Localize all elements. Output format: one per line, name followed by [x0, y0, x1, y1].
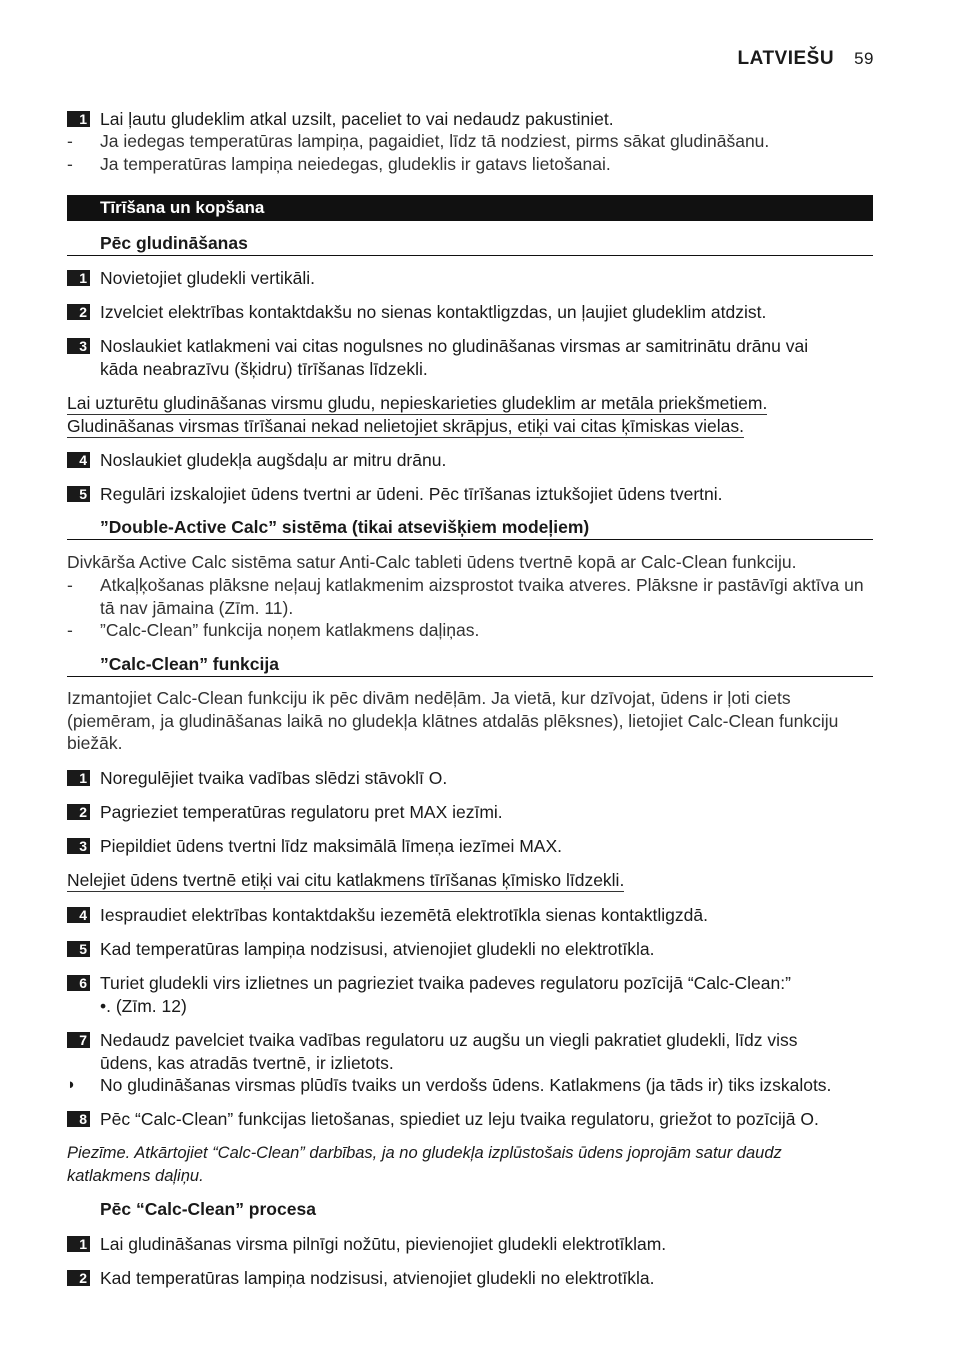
- page-number: 59: [854, 49, 874, 68]
- section-title: Tīrīšana un kopšana: [67, 195, 873, 221]
- step-number: 4: [67, 452, 90, 468]
- step-number: 2: [67, 304, 90, 320]
- calc-clean-step-6: [67, 972, 906, 1017]
- bullet-text: tā nav jāmaina (Zīm. 11).: [100, 597, 294, 618]
- calc-clean-step-8: [67, 1108, 906, 1131]
- step-number: 2: [67, 1270, 90, 1286]
- after-calc-step-2: [67, 1267, 906, 1290]
- warning-text: Gludināšanas virsmas tīrīšanai nekad nelietojiet skrāpjus, etiķi vai citas ķīmiskas vielas.: [67, 416, 744, 436]
- step-number: 1: [67, 111, 90, 127]
- calc-clean-step-4: [67, 904, 906, 927]
- intro-bullet-1: [67, 130, 906, 153]
- step-text: Noslaukiet katlakmeni vai citas nogulsnes no gludināšanas virsmas ar samitrinātu drānu vai: [100, 336, 809, 356]
- language-label: LATVIEŠU: [737, 48, 835, 69]
- warning-text: Nelejiet ūdens tvertnē etiķi vai citu katlakmens tīrīšanas ķīmisko līdzekli.: [67, 870, 625, 890]
- step-text: Novietojiet gludekli vertikāli.: [100, 268, 315, 288]
- bullet-text: Ja temperatūras lampiņa neiedegas, gludeklis ir gatavs lietošanai.: [100, 154, 611, 174]
- step-text: Pagrieziet temperatūras regulatoru pret MAX iezīmi.: [100, 802, 503, 822]
- step-text: Kad temperatūras lampiņa nodzisusi, atvienojiet gludekli no elektrotīkla.: [100, 1268, 655, 1288]
- step-text: Iespraudiet elektrības kontaktdakšu iezemētā elektrotīkla sienas kontaktligzdā.: [100, 905, 708, 925]
- after-ironing-step-2: [67, 301, 906, 324]
- warning-3: [67, 869, 873, 892]
- calc-clean-step-2: [67, 801, 906, 824]
- calc-clean-result: [67, 1074, 906, 1097]
- note: [67, 1142, 873, 1187]
- step-number: 5: [67, 941, 90, 957]
- double-active-text: Divkārša Active Calc sistēma satur Anti-Calc tableti ūdens tvertnē kopā ar Calc-Clean funkciju.: [67, 552, 797, 572]
- after-ironing-step-5: [67, 483, 906, 506]
- subheading-double-active: ”Double-Active Calc” sistēma (tikai atsevišķiem modeļiem): [67, 515, 873, 540]
- step-text: Pēc “Calc-Clean” funkcijas lietošanas, spiediet uz leju tvaika regulatoru, griežot to pozīcijā O.: [100, 1109, 819, 1129]
- step-text: •. (Zīm. 12): [100, 995, 187, 1016]
- calc-clean-step-7: [67, 1029, 906, 1074]
- dash: -: [67, 575, 73, 595]
- bullet-text: Ja iedegas temperatūras lampiņa, pagaidiet, līdz tā nodziest, pirms sākat gludināšanu.: [100, 131, 770, 151]
- step-text: Noslaukiet gludekļa augšdaļu ar mitru drānu.: [100, 450, 447, 470]
- intro-bullet-2: [67, 153, 906, 176]
- step-text: Piepildiet ūdens tvertni līdz maksimālā līmeņa iezīmei MAX.: [100, 836, 562, 856]
- double-active-bullet-1: [67, 574, 906, 619]
- dash: -: [67, 620, 73, 640]
- step-text: Nedaudz pavelciet tvaika vadības regulatoru uz augšu un viegli pakratiet gludekli, līdz viss: [100, 1030, 798, 1050]
- note-text: Piezīme. Atkārtojiet “Calc-Clean” darbības, ja no gludekļa izplūstošais ūdens joprojām satur daudz: [67, 1144, 782, 1162]
- paragraph-line: Izmantojiet Calc-Clean funkciju ik pēc divām nedēļām. Ja vietā, kur dzīvojat, ūdens ir ļoti ciets: [67, 688, 791, 708]
- step-number: 1: [67, 270, 90, 286]
- paragraph-line: biežāk.: [67, 733, 123, 753]
- bullet-text: Atkaļķošanas plāksne neļauj katlakmenim aizsprostot tvaika atveres. Plāksne ir pastāvīgi aktīva un: [100, 575, 864, 595]
- subheading-after-ironing: Pēc gludināšanas: [67, 231, 873, 256]
- calc-clean-step-1: [67, 767, 906, 790]
- result-arrow-icon: ◗: [67, 1076, 77, 1093]
- note-text: katlakmens daļiņu.: [67, 1166, 204, 1185]
- step-text: Izvelciet elektrības kontaktdakšu no sienas kontaktligzdas, un ļaujiet gludeklim atdzist.: [100, 302, 767, 322]
- paragraph-line: (piemēram, ja gludināšanas laikā no gludekļa klātnes atdalās plēksnes), lietojiet Calc-Clean funkciju: [67, 710, 839, 731]
- dash: -: [67, 131, 73, 151]
- calc-clean-text: [67, 687, 873, 755]
- step-number: 6: [67, 975, 90, 991]
- subheading-calc-clean: ”Calc-Clean” funkcija: [67, 652, 873, 677]
- step-number: 1: [67, 770, 90, 786]
- dash: -: [67, 154, 73, 174]
- double-active-bullet-2: [67, 619, 906, 642]
- step-number: 1: [67, 1236, 90, 1252]
- result-text: No gludināšanas virsmas plūdīs tvaiks un verdošs ūdens. Katlakmens (ja tāds ir) tiks izskalots.: [100, 1075, 832, 1095]
- page-header: [738, 48, 874, 70]
- bullet-text: ”Calc-Clean” funkcija noņem katlakmens daļiņas.: [100, 620, 480, 640]
- step-number: 2: [67, 804, 90, 820]
- warning-text: Lai uzturētu gludināšanas virsmu gludu, nepieskarieties gludeklim ar metāla priekšmetiem.: [67, 393, 768, 413]
- step-text: Noregulējiet tvaika vadības slēdzi stāvoklī O.: [100, 768, 448, 788]
- step-number: 4: [67, 907, 90, 923]
- step-text: Turiet gludekli virs izlietnes un pagrieziet tvaika padeves regulatoru pozīcijā “Calc-Clean:”: [100, 973, 791, 993]
- step-text: Lai ļautu gludeklim atkal uzsilt, paceliet to vai nedaudz pakustiniet.: [100, 109, 614, 129]
- step-text: Kad temperatūras lampiņa nodzisusi, atvienojiet gludekli no elektrotīkla.: [100, 939, 655, 959]
- step-number: 3: [67, 338, 90, 354]
- step-text: kāda neabrazīvu (šķidru) tīrīšanas līdzekli.: [100, 358, 428, 379]
- step-number: 7: [67, 1032, 90, 1048]
- warning-1: [67, 392, 873, 415]
- step-number: 8: [67, 1111, 90, 1127]
- after-ironing-step-4: [67, 449, 906, 472]
- after-ironing-step-1: [67, 267, 906, 290]
- subheading-after-calc-clean: Pēc “Calc-Clean” procesa: [100, 1199, 316, 1219]
- step-text: Regulāri izskalojiet ūdens tvertni ar ūdeni. Pēc tīrīšanas iztukšojiet ūdens tvertni.: [100, 484, 723, 504]
- step-text: ūdens, kas atradās tvertnē, ir izlietots.: [100, 1052, 394, 1073]
- after-calc-step-1: [67, 1233, 906, 1256]
- calc-clean-step-3: [67, 835, 906, 858]
- warning-2: [67, 415, 873, 438]
- after-ironing-step-3: [67, 335, 906, 380]
- calc-clean-step-5: [67, 938, 906, 961]
- intro-step-1: [67, 108, 906, 131]
- step-text: Lai gludināšanas virsma pilnīgi nožūtu, pievienojiet gludekli elektrotīklam.: [100, 1234, 667, 1254]
- step-number: 3: [67, 838, 90, 854]
- step-number: 5: [67, 486, 90, 502]
